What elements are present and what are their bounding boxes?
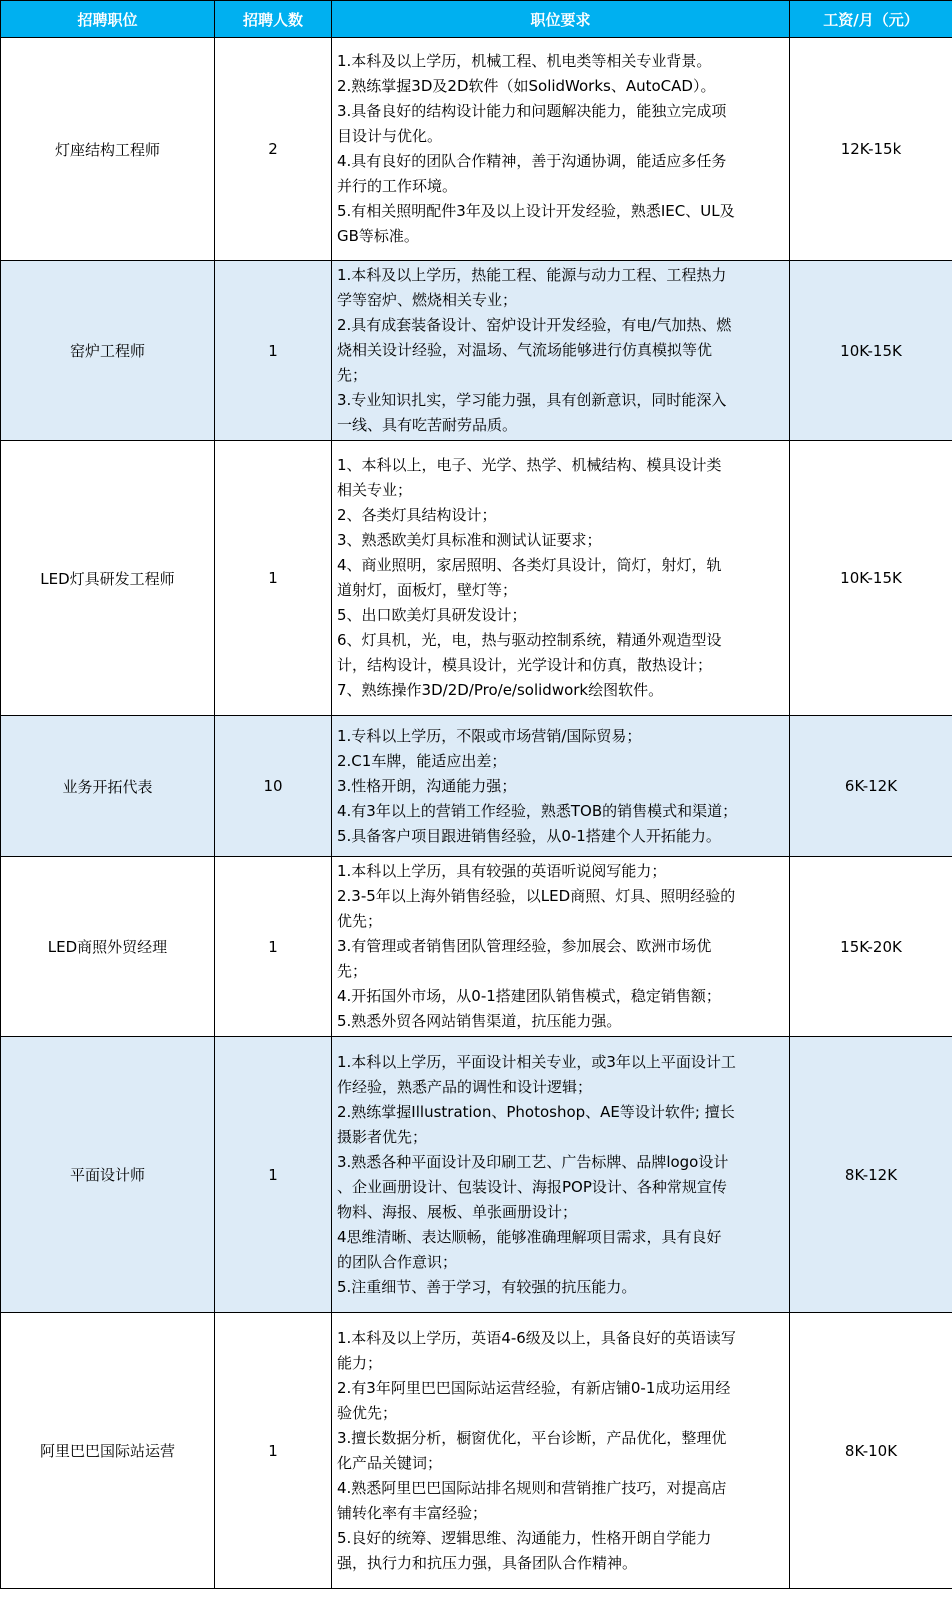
requirements-list — [332, 1048, 789, 1302]
position-title: LED灯具研发工程师 — [1, 441, 215, 716]
header-position: 招聘职位 — [1, 1, 215, 38]
requirement-line: 3.性格开朗，沟通能力强； — [337, 776, 517, 795]
salary: 8K-12K — [790, 1037, 952, 1313]
requirement-line: 5.注重细节、善于学习，有较强的抗压能力。 — [337, 1277, 637, 1296]
table-row — [1, 857, 952, 1037]
headcount: 1 — [215, 857, 332, 1037]
table-row — [1, 38, 952, 261]
salary: 6K-12K — [790, 716, 952, 857]
requirement-line: 2.熟练掌握3D及2D软件（如SolidWorks、AutoCAD）。 — [337, 77, 716, 95]
position-title: 阿里巴巴国际站运营 — [1, 1313, 215, 1589]
requirements-list — [332, 451, 789, 705]
requirement-line: 优先； — [337, 912, 383, 930]
requirements-cell — [332, 716, 790, 857]
requirement-line: 学等窑炉、燃烧相关专业； — [337, 291, 518, 309]
requirement-line: 3.专业知识扎实，学习能力强，具有创新意识，同时能深入 — [337, 391, 727, 409]
table-body — [1, 38, 952, 1589]
requirements-cell — [332, 261, 790, 441]
requirement-line: 化产品关键词； — [337, 1453, 443, 1472]
headcount: 10 — [215, 716, 332, 857]
requirement-line: 1.本科及以上学历，英语4-6级及以上，具备良好的英语读写 — [337, 1328, 736, 1347]
requirement-line: 并行的工作环境。 — [337, 177, 458, 195]
requirement-line: 4、商业照明，家居照明、各类灯具设计，筒灯，射灯，轨 — [337, 556, 722, 574]
requirement-line: 摄影者优先； — [337, 1127, 428, 1146]
requirement-line: 目设计与优化。 — [337, 127, 443, 145]
requirement-line: 4.具有良好的团队合作精神，善于沟通协调，能适应多任务 — [337, 152, 727, 170]
position-title: LED商照外贸经理 — [1, 857, 215, 1037]
requirement-line: 1.专科以上学历，不限或市场营销/国际贸易； — [337, 726, 642, 745]
requirement-line: 计，结构设计，模具设计，光学设计和仿真，散热设计； — [337, 656, 713, 674]
requirement-line: 、企业画册设计、包装设计、海报POP设计、各种常规宣传 — [337, 1177, 727, 1196]
requirement-line: 能力； — [337, 1353, 383, 1372]
position-title: 灯座结构工程师 — [1, 38, 215, 261]
requirement-line: 2.具有成套装备设计、窑炉设计开发经验，有电/气加热、燃 — [337, 316, 732, 334]
requirement-line: 1.本科以上学历，具有较强的英语听说阅写能力； — [337, 862, 667, 880]
requirement-line: 2、各类灯具结构设计； — [337, 506, 497, 524]
requirement-line: 3.具备良好的结构设计能力和问题解决能力，能独立完成项 — [337, 102, 727, 120]
headcount: 1 — [215, 261, 332, 441]
requirement-line: 5.具备客户项目跟进销售经验，从0-1搭建个人开拓能力。 — [337, 826, 721, 845]
header-requirements: 职位要求 — [332, 1, 790, 38]
requirement-line: 先； — [337, 962, 368, 980]
headcount: 1 — [215, 441, 332, 716]
requirement-line: 5、出口欧美灯具研发设计； — [337, 606, 527, 624]
requirements-list — [332, 1324, 789, 1578]
position-title: 窑炉工程师 — [1, 261, 215, 441]
requirement-line: 6、灯具机，光，电，热与驱动控制系统，精通外观造型设 — [337, 631, 722, 649]
requirements-cell — [332, 38, 790, 261]
requirement-line: 4.开拓国外市场，从0-1搭建团队销售模式，稳定销售额； — [337, 987, 721, 1005]
requirement-line: 强，执行力和抗压力强，具备团队合作精神。 — [337, 1553, 638, 1572]
table-row — [1, 261, 952, 441]
requirement-line: 4.有3年以上的营销工作经验，熟悉TOB的销售模式和渠道； — [337, 801, 738, 820]
requirement-line: 1.本科及以上学历，热能工程、能源与动力工程、工程热力 — [337, 266, 727, 284]
header-salary: 工资/月（元） — [790, 1, 952, 38]
table-row — [1, 1313, 952, 1589]
requirement-line: 3.熟悉各种平面设计及印刷工艺、广告标牌、品牌logo设计 — [337, 1152, 729, 1171]
requirement-line: 1.本科及以上学历，机械工程、机电类等相关专业背景。 — [337, 52, 712, 70]
requirement-line: 3.有管理或者销售团队管理经验，参加展会、欧洲市场优 — [337, 937, 712, 955]
salary: 12K-15k — [790, 38, 952, 261]
requirements-list — [332, 261, 789, 440]
table-header-row — [1, 1, 952, 38]
table-row — [1, 441, 952, 716]
requirement-line: 物料、海报、展板、单张画册设计； — [337, 1202, 578, 1221]
salary: 8K-10K — [790, 1313, 952, 1589]
requirement-line: 1.本科以上学历，平面设计相关专业，或3年以上平面设计工 — [337, 1052, 736, 1071]
requirement-line: 验优先； — [337, 1403, 398, 1422]
requirement-line: 先； — [337, 366, 368, 384]
requirement-line: 4思维清晰、表达顺畅，能够准确理解项目需求，具有良好 — [337, 1227, 722, 1246]
requirements-cell — [332, 1037, 790, 1313]
requirements-cell — [332, 441, 790, 716]
requirement-line: 5.熟悉外贸各网站销售渠道，抗压能力强。 — [337, 1012, 622, 1030]
requirement-line: 相关专业； — [337, 481, 413, 499]
requirement-line: 道射灯，面板灯，壁灯等； — [337, 581, 518, 599]
requirement-line: 3、熟悉欧美灯具标准和测试认证要求； — [337, 531, 602, 549]
requirement-line: 作经验，熟悉产品的调性和设计逻辑； — [337, 1077, 593, 1096]
requirement-line: 1、本科以上，电子、光学、热学、机械结构、模具设计类 — [337, 456, 722, 474]
requirement-line: 2.C1车牌，能适应出差； — [337, 751, 507, 770]
requirements-list — [332, 47, 789, 251]
requirement-line: 的团队合作意识； — [337, 1252, 458, 1271]
requirement-line: 3.擅长数据分析，橱窗优化，平台诊断，产品优化，整理优 — [337, 1428, 727, 1447]
requirements-cell — [332, 1313, 790, 1589]
requirement-line: 2.3-5年以上海外销售经验，以LED商照、灯具、照明经验的 — [337, 887, 736, 905]
requirements-list — [332, 722, 789, 851]
headcount: 1 — [215, 1037, 332, 1313]
position-title: 业务开拓代表 — [1, 716, 215, 857]
header-count: 招聘人数 — [215, 1, 332, 38]
requirement-line: 7、熟练操作3D/2D/Pro/e/solidwork绘图软件。 — [337, 681, 664, 699]
requirement-line: 5.良好的统筹、逻辑思维、沟通能力，性格开朗自学能力 — [337, 1528, 712, 1547]
requirements-list — [332, 857, 789, 1036]
salary: 10K-15K — [790, 261, 952, 441]
table-row — [1, 1037, 952, 1313]
requirement-line: 一线、具有吃苦耐劳品质。 — [337, 416, 518, 434]
salary: 15K-20K — [790, 857, 952, 1037]
salary: 10K-15K — [790, 441, 952, 716]
headcount: 2 — [215, 38, 332, 261]
requirement-line: 2.熟练掌握Illustration、Photoshop、AE等设计软件; 擅长 — [337, 1102, 735, 1121]
requirement-line: 5.有相关照明配件3年及以上设计开发经验，熟悉IEC、UL及 — [337, 202, 735, 220]
requirement-line: 铺转化率有丰富经验； — [337, 1503, 488, 1522]
requirement-line: 4.熟悉阿里巴巴国际站排名规则和营销推广技巧，对提高店 — [337, 1478, 727, 1497]
requirements-cell — [332, 857, 790, 1037]
table-row — [1, 716, 952, 857]
requirement-line: 烧相关设计经验，对温场、气流场能够进行仿真模拟等优 — [337, 341, 713, 359]
requirement-line: 2.有3年阿里巴巴国际站运营经验，有新店铺0-1成功运用经 — [337, 1378, 731, 1397]
requirement-line: GB等标准。 — [337, 227, 419, 245]
position-title: 平面设计师 — [1, 1037, 215, 1313]
headcount: 1 — [215, 1313, 332, 1589]
